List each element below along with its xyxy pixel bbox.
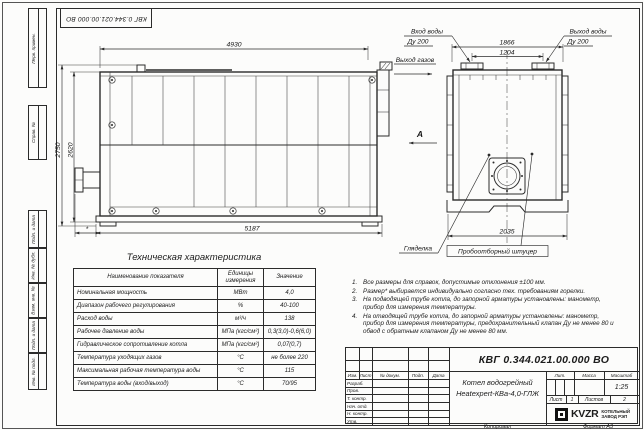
side-label: Инв. № дубл. [31, 251, 37, 280]
kvzr-logo-icon [555, 408, 568, 421]
dim-star-label: * [85, 226, 89, 233]
param-unit: МВт [218, 287, 264, 300]
param-unit: м³/ч [218, 313, 264, 326]
table-row [74, 339, 316, 352]
dim-2620-label: 2620 [67, 142, 75, 158]
table-row [74, 326, 316, 339]
product-name-line1: Котел водогрейный [462, 378, 533, 387]
panel-ribs [132, 76, 349, 207]
table-row [74, 378, 316, 391]
note-text: На отводящей трубе котла, до запорной арматуры установлены: манометр, прибор для измерения температуры, предохранительный клапан Ду не менее 80 и обвод с обратным клапаном Ду не менее 80 мм. [363, 312, 614, 336]
dim-2620 [68, 72, 101, 222]
table-row [74, 365, 316, 378]
param-name: Рабочее давление воды [74, 326, 218, 339]
col-header: Наименование показателя [74, 269, 218, 287]
rev-col-list: Лист [359, 372, 372, 378]
sheets-value: 2 [623, 396, 626, 403]
note-number: 3. [352, 296, 358, 304]
dim-4930-label: 4930 [226, 41, 242, 49]
rev-col-izm: Изм. [347, 372, 358, 378]
table-row [74, 352, 316, 365]
water-outlet-stub [532, 63, 554, 69]
dim-1204 [472, 50, 543, 62]
param-value: 70/95 [264, 378, 316, 391]
side-label: Справ. № [31, 122, 37, 143]
format-label: Формат А3 [582, 424, 614, 430]
water-outlet-callout [546, 28, 612, 63]
copied-label: Копировал [483, 424, 512, 430]
dim-2750-label: 2750 [55, 142, 62, 158]
param-value: не более 220 [264, 352, 316, 365]
tech-table-title: Техническая характеристика [126, 252, 262, 263]
view-a-letter: А [416, 129, 424, 139]
sign-row-prov: Пров. [347, 388, 360, 394]
boiler-side-view [75, 62, 392, 226]
param-unit: % [218, 300, 264, 313]
param-value: 138 [264, 313, 316, 326]
tech-table [73, 268, 316, 391]
note-number: 1. [352, 279, 358, 286]
param-unit: °С [218, 352, 264, 365]
scale-label: Масштаб [610, 372, 633, 378]
rev-col-docnum: № докум. [379, 372, 401, 378]
sampling-fitting-callout [447, 153, 548, 257]
param-value: 4,0 [264, 287, 316, 300]
dim-1866-label: 1866 [499, 39, 515, 47]
note-text: Все размеры для справок, допустимые отклонения ±100 мм. [363, 279, 546, 286]
col-header: Значение [264, 269, 316, 287]
sampling-fitting-label: Пробоотборный штуцер [458, 248, 537, 256]
view-a-marker [409, 129, 437, 143]
dim-2035-label: 2035 [499, 228, 515, 236]
sheet-label: Лист [549, 396, 563, 403]
notes-list [352, 279, 614, 337]
scale-value: 1:25 [614, 383, 629, 391]
param-name: Максимальная рабочая температура воды [74, 365, 218, 378]
param-unit: МПа (кгс/см²) [218, 326, 264, 339]
param-unit: °С [218, 365, 264, 378]
side-label: Подп. и дата [31, 321, 37, 350]
kvzr-logo-subtitle [601, 409, 630, 420]
param-name: Гидравлическое сопротивление котла [74, 339, 218, 352]
burner-mount [75, 168, 100, 192]
note-item [352, 279, 614, 287]
note-item [352, 313, 614, 336]
product-name-line2: Heatexpert-КВа-4,0-ГЛЖ [456, 389, 539, 399]
sight-glass-callout [399, 154, 490, 253]
water-inlet-stub [461, 63, 483, 69]
flue-duct [377, 62, 392, 136]
col-header: Единицы измерения [218, 269, 264, 287]
water-outlet-dn-label: Ду 200 [567, 38, 589, 46]
param-name: Расход воды [74, 313, 218, 326]
sign-row-nkontr: Н. контр. [347, 411, 368, 417]
param-value: 0,07(0,7) [264, 339, 316, 352]
mass-label: Масса [582, 372, 596, 378]
side-label: Инв. № подл. [31, 357, 37, 386]
dim-5187 [96, 224, 382, 237]
note-item [352, 288, 614, 296]
kvzr-logo-text: KVZR [571, 408, 599, 420]
dim-1204-label: 1204 [499, 49, 515, 57]
param-name: Температура воды (вход/выход) [74, 378, 218, 391]
rev-col-data: Дата [432, 372, 445, 378]
boiler-base [96, 216, 382, 222]
sign-row-razrab: Разраб. [347, 380, 364, 386]
lit-label: Лит. [554, 372, 566, 378]
front-ticks [447, 75, 568, 185]
table-row [74, 313, 316, 326]
logo-sub-line2: ЗАВОД РЭП [601, 414, 628, 419]
param-value: 115 [264, 365, 316, 378]
sheet-value: 1 [570, 396, 574, 403]
sight-glass-label: Гляделка [403, 245, 433, 253]
note-number: 2. [352, 287, 358, 295]
dim-2035 [448, 214, 567, 240]
sign-row-tkontr: Т. контр. [347, 395, 367, 401]
rev-col-podp: Подп. [411, 372, 425, 378]
table-row [74, 287, 316, 300]
note-item [352, 296, 614, 311]
note-text: На подводящей трубе котла, до запорной арматуры установлены: манометр, прибор для измерения температуры. [363, 296, 601, 312]
note-text: Размер* выбирается индивидуально согласно тех. требованиям горелки. [363, 287, 586, 295]
flue-outlet-callout [394, 56, 436, 74]
title-block [345, 347, 638, 424]
param-unit: МПа (кгс/см²) [218, 339, 264, 352]
top-fitting [137, 65, 145, 72]
logo-sub-line1: КОТЕЛЬНЫЙ [601, 408, 630, 414]
water-outlet-label: Выход воды [569, 28, 607, 36]
param-unit: °С [218, 378, 264, 391]
param-value: 40-100 [264, 300, 316, 313]
water-inlet-dn-label: Ду 200 [407, 38, 429, 46]
param-name: Диапазон рабочего регулирования [74, 300, 218, 313]
dim-4930 [100, 42, 368, 69]
sign-row-nachotd: Нач. отд. [347, 403, 368, 409]
side-label: Перв. примен. [31, 32, 37, 64]
param-value: 0,3(3,0)-0,6(6,0) [264, 326, 316, 339]
table-row [74, 300, 316, 313]
side-label: Подп. и дата [31, 214, 37, 244]
stamp-text: КВГ 0.344.021.00.000 ВО [65, 14, 147, 22]
product-name [449, 371, 546, 425]
doc-number: КВГ 0.344.021.00.000 ВО [478, 353, 610, 366]
sign-row-utv: Утв. [347, 418, 358, 424]
boiler-front-view [447, 50, 568, 243]
water-inlet-label: Вход воды [410, 28, 444, 36]
flue-label: Выход газов [395, 57, 435, 64]
side-label: Взам. инв. № [31, 286, 37, 315]
note-number: 4. [352, 312, 358, 320]
manufacturer-logo [546, 403, 639, 425]
dim-5187-label: 5187 [244, 225, 260, 233]
tech-table-header-row [74, 269, 316, 287]
param-name: Номинальная мощность [74, 287, 218, 300]
sheets-label: Листов [584, 396, 604, 403]
param-name: Температура уходящих газов [74, 352, 218, 365]
